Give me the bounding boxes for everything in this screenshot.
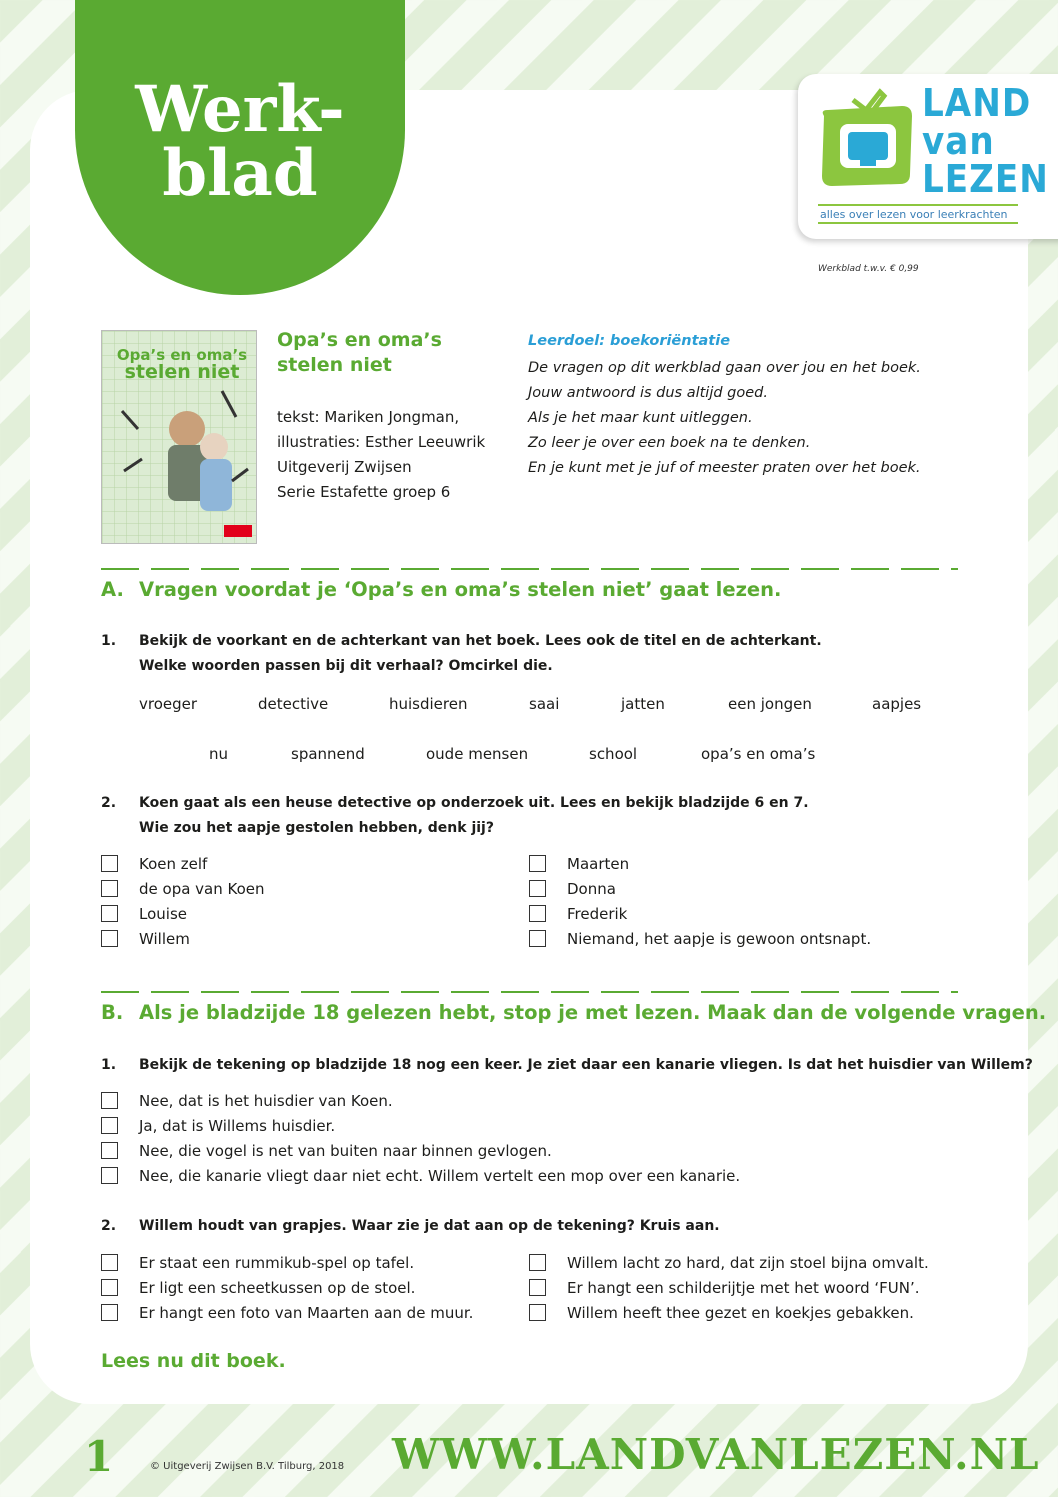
- section-a-divider: [101, 568, 958, 570]
- price-note: Werkblad t.w.v. € 0,99: [818, 264, 919, 274]
- book-illustrator: illustraties: Esther Leeuwrik: [277, 433, 486, 451]
- checkbox-square[interactable]: [101, 1279, 118, 1296]
- content-panel: [30, 90, 1028, 1404]
- option-label: Ja, dat is Willems huisdier.: [139, 1117, 336, 1135]
- option-label: Er staat een rummikub-spel op tafel.: [139, 1254, 415, 1272]
- question-number: 2.: [101, 1218, 117, 1234]
- option-label: Er hangt een foto van Maarten aan de muur.: [139, 1304, 474, 1322]
- book-info: [277, 405, 485, 505]
- leerdoel-line: De vragen op dit werkblad gaan over jou en het boek.: [528, 360, 921, 376]
- option-label: Er ligt een scheetkussen op de stoel.: [139, 1279, 416, 1297]
- option-label: Willem heeft thee gezet en koekjes gebakken.: [567, 1304, 914, 1322]
- website-url[interactable]: WWW.LANDVANLEZEN.NL: [392, 1430, 1040, 1479]
- question-text: Welke woorden passen bij dit verhaal? Omcirkel die.: [139, 658, 553, 674]
- page-title: [75, 72, 405, 211]
- word-option[interactable]: detective: [258, 695, 329, 713]
- option-label: Willem: [139, 930, 190, 948]
- book-title: [277, 328, 442, 378]
- option-label: Donna: [567, 880, 616, 898]
- cover-title-line-2: stelen niet: [124, 361, 240, 383]
- question-b2: [101, 1214, 720, 1239]
- question-number: 1.: [101, 633, 117, 649]
- checkbox-square[interactable]: [101, 855, 118, 872]
- question-text: Koen gaat als een heuse detective op onderzoek uit. Lees en bekijk bladzijde 6 en 7.: [139, 795, 809, 811]
- checkbox-square[interactable]: [101, 1117, 118, 1134]
- leerdoel-heading: Leerdoel: boekoriëntatie: [528, 333, 731, 349]
- option-label: Maarten: [567, 855, 630, 873]
- question-text: Bekijk de tekening op bladzijde 18 nog een keer. Je ziet daar een kanarie vliegen. Is dat het huisdier van Willem?: [139, 1057, 1033, 1073]
- closing-instruction: Lees nu dit boek.: [101, 1350, 286, 1372]
- word-option[interactable]: opa’s en oma’s: [701, 745, 816, 763]
- page-number: 1: [84, 1432, 114, 1481]
- word-option[interactable]: jatten: [621, 695, 665, 713]
- leerdoel-line: Jouw antwoord is dus altijd goed.: [528, 385, 768, 401]
- section-b-heading: [101, 1001, 1046, 1024]
- question-text: Bekijk de voorkant en de achterkant van het boek. Lees ook de titel en de achterkant.: [139, 633, 822, 649]
- question-number: 1.: [101, 1057, 117, 1073]
- logo-word-lezen: LEZEN: [922, 157, 1049, 201]
- section-a-heading: [101, 578, 781, 601]
- checkbox-square[interactable]: [101, 1304, 118, 1321]
- option-label: Nee, die vogel is net van buiten naar binnen gevlogen.: [139, 1142, 552, 1160]
- option-label: Frederik: [567, 905, 628, 923]
- checkbox-square[interactable]: [529, 1254, 546, 1271]
- option-label: Nee, dat is het huisdier van Koen.: [139, 1092, 393, 1110]
- word-option[interactable]: huisdieren: [389, 695, 468, 713]
- logo-word-land: LAND: [922, 81, 1032, 125]
- section-a-title: Vragen voordat je ‘Opa’s en oma’s stelen niet’ gaat lezen.: [139, 578, 782, 601]
- word-option[interactable]: vroeger: [139, 695, 198, 713]
- question-text: Wie zou het aapje gestolen hebben, denk jij?: [139, 820, 494, 836]
- option-label: Louise: [139, 905, 187, 923]
- question-b1: [101, 1053, 1033, 1078]
- word-option[interactable]: aapjes: [872, 695, 922, 713]
- logo-rule-top: [818, 204, 1018, 206]
- checkbox-square[interactable]: [529, 855, 546, 872]
- leerdoel-line: Als je het maar kunt uitleggen.: [528, 410, 753, 426]
- section-b-letter: B.: [101, 1001, 124, 1024]
- option-label: Niemand, het aapje is gewoon ontsnapt.: [567, 930, 872, 948]
- checkbox-square[interactable]: [101, 905, 118, 922]
- section-b-title: Als je bladzijde 18 gelezen hebt, stop je met lezen. Maak dan de volgende vragen.: [139, 1001, 1047, 1024]
- book-title-line-1: Opa’s en oma’s: [277, 329, 442, 351]
- word-option[interactable]: een jongen: [728, 695, 812, 713]
- copyright: © Uitgeverij Zwijsen B.V. Tilburg, 2018: [150, 1461, 345, 1472]
- checkbox-square[interactable]: [529, 930, 546, 947]
- question-number: 2.: [101, 795, 117, 811]
- book-series: Serie Estafette groep 6: [277, 483, 451, 501]
- leerdoel-line: En je kunt met je juf of meester praten over het boek.: [528, 460, 921, 476]
- word-option[interactable]: nu: [209, 745, 229, 763]
- option-label: Koen zelf: [139, 855, 208, 873]
- word-option[interactable]: school: [589, 745, 638, 763]
- book-cover: [101, 330, 257, 544]
- checkbox-square[interactable]: [101, 930, 118, 947]
- word-option[interactable]: spannend: [291, 745, 365, 763]
- checkbox-square[interactable]: [529, 1304, 546, 1321]
- question-a1: [101, 629, 822, 679]
- book-title-line-2: stelen niet: [277, 354, 392, 376]
- question-text: Willem houdt van grapjes. Waar zie je dat aan op de tekening? Kruis aan.: [139, 1218, 720, 1234]
- option-label: Willem lacht zo hard, dat zijn stoel bijna omvalt.: [567, 1254, 929, 1272]
- leerdoel-line: Zo leer je over een boek na te denken.: [528, 435, 811, 451]
- logo-word-van: van: [922, 119, 995, 163]
- leerdoel-text: [528, 356, 921, 481]
- question-a2: [101, 791, 809, 841]
- tv-logo-icon: [818, 88, 918, 198]
- title-line-1: Werk-: [135, 72, 345, 147]
- title-line-2: blad: [162, 136, 318, 211]
- word-option[interactable]: oude mensen: [426, 745, 529, 763]
- checkbox-square[interactable]: [529, 905, 546, 922]
- word-option[interactable]: saai: [529, 695, 560, 713]
- checkbox-square[interactable]: [101, 880, 118, 897]
- checkbox-square[interactable]: [101, 1092, 118, 1109]
- checkbox-square[interactable]: [101, 1142, 118, 1159]
- checkbox-square[interactable]: [101, 1254, 118, 1271]
- section-b-divider: [101, 991, 958, 993]
- option-label: de opa van Koen: [139, 880, 265, 898]
- checkbox-square[interactable]: [101, 1167, 118, 1184]
- book-publisher: Uitgeverij Zwijsen: [277, 458, 412, 476]
- option-label: Nee, die kanarie vliegt daar niet echt. Willem vertelt een mop over een kanarie.: [139, 1167, 741, 1185]
- logo-tagline: alles over lezen voor leerkrachten: [820, 208, 1008, 221]
- logo-rule-bottom: [818, 222, 1018, 224]
- option-label: Er hangt een schilderijtje met het woord ‘FUN’.: [567, 1279, 920, 1297]
- book-author: tekst: Mariken Jongman,: [277, 408, 460, 426]
- checkbox-square[interactable]: [529, 1279, 546, 1296]
- section-a-letter: A.: [101, 578, 124, 601]
- checkbox-square[interactable]: [529, 880, 546, 897]
- cover-title-line-1: Opa’s en oma’s: [116, 346, 248, 364]
